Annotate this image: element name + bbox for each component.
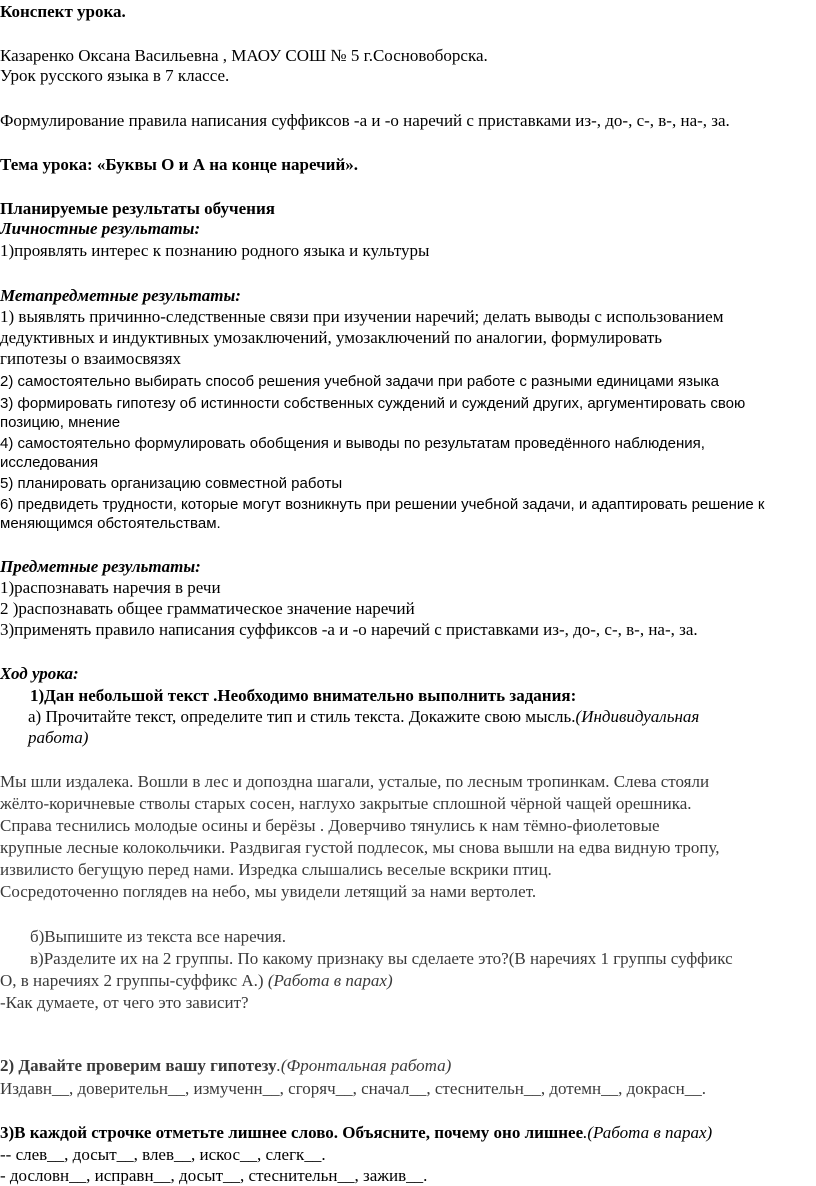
task3-mode: .(Работа в парах) [583, 1123, 713, 1142]
task1a-mode-cont: работа) [28, 728, 89, 747]
subject-results-heading: Предметные результаты: [0, 557, 201, 576]
goal-line: Формулирование правила написания суффиксов -а и -о наречий с приставками из-, до-, с-, в-, на-, за. [0, 111, 730, 130]
task1b: б)Выпишите из текста все наречия. [30, 927, 286, 946]
class-line: Урок русского языка в 7 классе. [0, 66, 230, 85]
subject-result-item: 3)применять правило написания суффиксов -а и -о наречий с приставками из-, до-, с-, в-, на-, за. [0, 620, 698, 639]
meta-item-line: меняющимся обстоятельствам. [0, 515, 221, 532]
meta-item-line: исследования [0, 454, 99, 471]
results-heading: Планируемые результаты обучения [0, 199, 275, 218]
task2-line [0, 1056, 451, 1076]
topic-value: «Буквы О и А на конце наречий». [96, 155, 359, 174]
task2-mode: .(Фронтальная работа) [276, 1056, 452, 1075]
text-line: Справа теснились молодые осины и берёзы . Доверчиво тянулись к нам тёмно-фиолетовые [0, 816, 660, 835]
task2-title: Давайте проверим вашу гипотезу [18, 1056, 277, 1075]
text-line: Сосредоточенно поглядев на небо, мы увидели летящий за нами вертолет. [0, 882, 537, 901]
meta-item-1-line: дедуктивных и индуктивных умозаключений, умозаключений по аналогии, формулировать [0, 328, 663, 347]
task1v-line [0, 971, 393, 991]
task1v-line: в)Разделите их на 2 группы. По какому признаку вы сделаете это?(В наречиях 1 группы суффикс [30, 949, 733, 968]
meta-item-line: 3) формировать гипотезу об истинности собственных суждений и суждений других, аргументировать свою [0, 395, 746, 412]
task2-number: 2) [0, 1056, 15, 1075]
text-line: извилисто бегущую перед нами. Изредка слышались веселые вскрики птиц. [0, 860, 552, 879]
task1a-mode: (Индивидуальная [575, 707, 700, 726]
meta-item-line: 2) самостоятельно выбирать способ решения учебной задачи при работе с разными единицами языка [0, 373, 719, 390]
task1v-mode: (Работа в парах) [267, 971, 393, 990]
text-line: жёлто-коричневые стволы старых сосен, наглухо закрытые сплошной чёрной чащей орешника. [0, 794, 692, 813]
text-line: Мы шли издалека. Вошли в лес и допоздна шагали, усталые, по лесным тропинкам. Слева стояли [0, 772, 710, 791]
meta-item-1-line: гипотезы о взаимосвязях [0, 349, 182, 368]
subject-result-item: 1)распознавать наречия в речи [0, 578, 221, 597]
task3-line [0, 1123, 712, 1143]
task3-row: -- слев__, досыт__, влев__, искос__, слегк__. [0, 1145, 326, 1164]
meta-item-line: 6) предвидеть трудности, которые могут возникнуть при решении учебной задачи, и адаптировать решение к [0, 496, 765, 513]
meta-item-line: 4) самостоятельно формулировать обобщения и выводы по результатам проведённого наблюдения, [0, 435, 705, 452]
meta-item-line: позицию, мнение [0, 414, 121, 431]
author-line: Казаренко Оксана Васильевна , МАОУ СОШ № 5 г.Сосновоборска. [0, 46, 488, 65]
personal-results-heading: Личностные результаты: [0, 219, 201, 238]
task3-title: 3)В каждой строчке отметьте лишнее слово. Объясните, почему оно лишнее [0, 1123, 584, 1142]
task1-question: -Как думаете, от чего это зависит? [0, 993, 249, 1012]
subject-result-item: 2 )распознавать общее грамматическое значение наречий [0, 599, 415, 618]
personal-result-item: 1)проявлять интерес к познанию родного языка и культуры [0, 241, 430, 260]
document-title: Конспект урока. [0, 2, 126, 21]
topic-line [0, 155, 358, 175]
task1-title: 1)Дан небольшой текст .Необходимо внимательно выполнить задания: [30, 686, 577, 705]
task1a-line [28, 707, 699, 727]
task1a-text: а) Прочитайте текст, определите тип и стиль текста. Докажите свою мысль. [28, 707, 576, 726]
task3-row: - дословн__, исправн__, досыт__, стеснительн__, зажив__. [0, 1166, 428, 1185]
meta-item-line: 5) планировать организацию совместной работы [0, 475, 343, 492]
task1v-text: О, в наречиях 2 группы-суффикс А.) [0, 971, 264, 990]
meta-item-1-line: 1) выявлять причинно-следственные связи при изучении наречий; делать выводы с использованием [0, 307, 724, 326]
meta-results-heading: Метапредметные результаты: [0, 286, 241, 305]
topic-label: Тема урока: [0, 155, 93, 174]
text-line: крупные лесные колокольчики. Раздвигая густой подлесок, мы снова вышли на едва видную тропу, [0, 838, 720, 857]
lesson-heading: Ход урока: [0, 664, 79, 683]
task2-words: Издавн__, доверительн__, измученн__, сгоряч__, сначал__, стеснительн__, дотемн__, докрасн__. [0, 1079, 706, 1098]
